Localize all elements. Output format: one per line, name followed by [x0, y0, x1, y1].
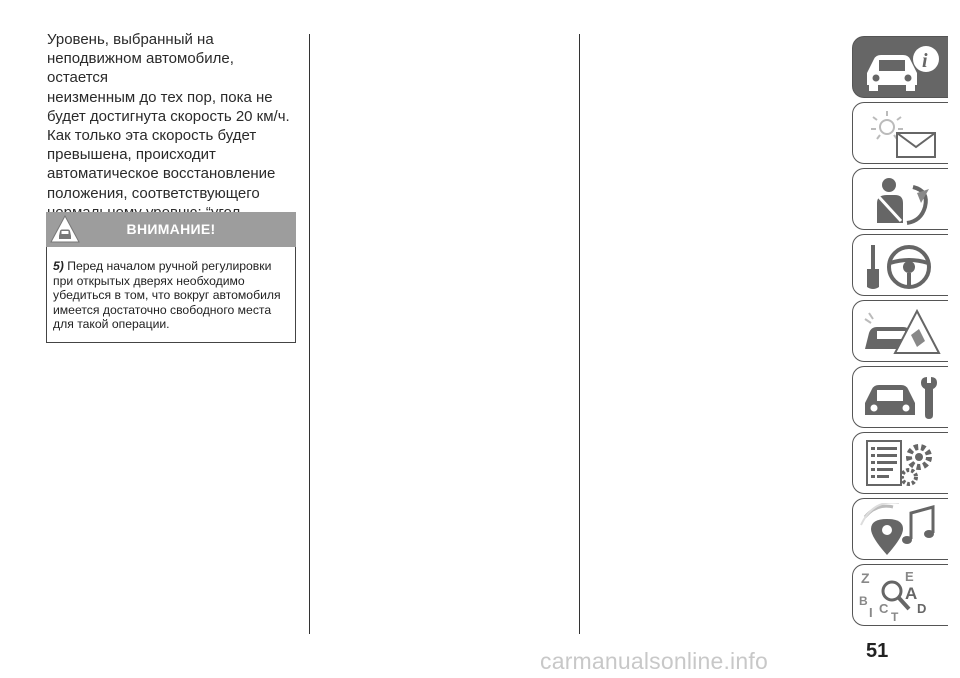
main-text [47, 30, 299, 241]
warning-text: Перед началом ручной регулировки при открытых дверях необходимо убедиться в том, что вокруг автомобиля имеется достаточно свободного места для такой операции. [53, 259, 281, 332]
text-line: положения, соответствующего [47, 184, 260, 202]
tab-emergency[interactable] [852, 300, 948, 362]
emergency-car-icon [859, 305, 943, 359]
index-letter: C [879, 601, 889, 616]
text-line: неизменным до тех пор, пока не [47, 88, 273, 106]
tab-dashboard-lights[interactable] [852, 102, 948, 164]
index-letter: Z [861, 570, 870, 586]
index-letter: B [859, 594, 868, 608]
tab-maintenance[interactable] [852, 366, 948, 428]
text-line: будет достигнута скорость 20 км/ч. [47, 107, 290, 125]
seatbelt-airbag-icon [859, 173, 943, 227]
warning-ref: 5) [53, 259, 64, 273]
watermark: carmanualsonline.info [540, 648, 768, 674]
warning-header [46, 212, 296, 247]
tab-index[interactable] [852, 564, 948, 626]
index-letter: A [905, 584, 918, 603]
tab-multimedia[interactable] [852, 498, 948, 560]
multimedia-icon [859, 503, 943, 557]
index-letter: E [905, 569, 914, 584]
warning-car-icon [50, 215, 80, 243]
tab-starting-driving[interactable] [852, 234, 948, 296]
text-line: автоматическое восстановление [47, 165, 276, 183]
text-line: неподвижном автомобиле, остается [47, 50, 234, 87]
index-letter: D [917, 601, 927, 616]
warning-title: ВНИМАНИЕ! [126, 221, 216, 237]
tab-car-info[interactable] [852, 36, 948, 98]
dashboard-light-icon [859, 107, 943, 161]
column-divider-2 [579, 34, 580, 634]
car-info-icon [859, 41, 943, 95]
page-number: 51 [866, 640, 889, 662]
index-letter: T [891, 610, 899, 623]
car-maintenance-icon [859, 371, 943, 425]
alphabetical-index-icon [859, 569, 943, 623]
index-letter: I [869, 605, 873, 620]
key-steering-wheel-icon [859, 239, 943, 293]
tab-safety[interactable] [852, 168, 948, 230]
text-line: Уровень, выбранный на [47, 31, 214, 48]
tab-technical-data[interactable] [852, 432, 948, 494]
svg-text:i: i [922, 50, 928, 72]
text-line: превышена, происходит [47, 146, 216, 164]
text-line: Как только эта скорость будет [47, 127, 257, 145]
warning-body [46, 247, 296, 343]
column-divider-1 [309, 34, 310, 634]
specs-gears-icon [859, 437, 943, 491]
warning-box [46, 212, 296, 343]
